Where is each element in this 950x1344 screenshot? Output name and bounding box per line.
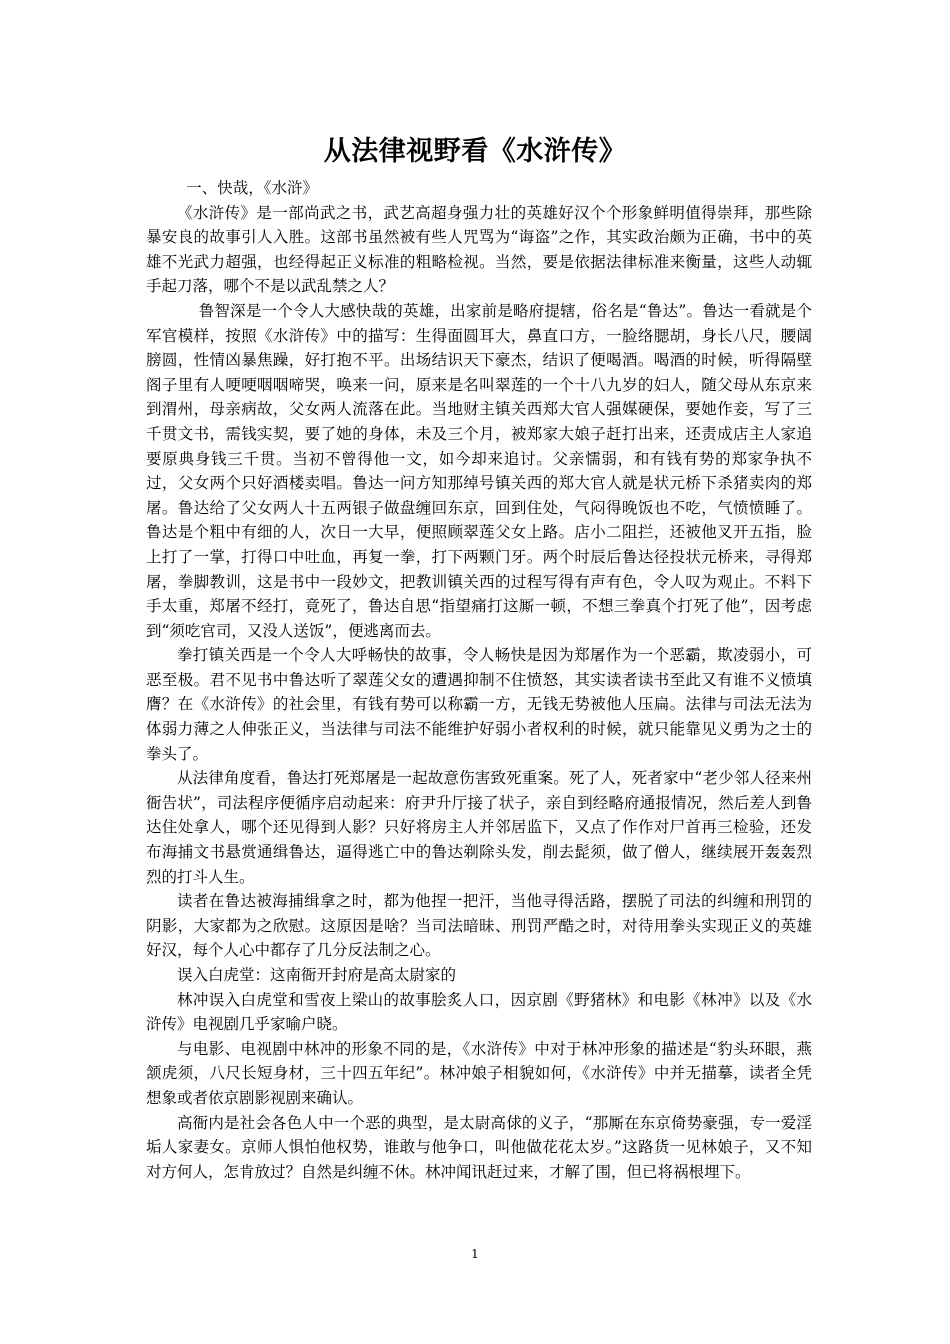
paragraph: 《水浒传》是一部尚武之书，武艺高超身强力壮的英雄好汉个个形象鲜明值得崇拜，那些除暴安良的故事引人入胜。这部书虽然被有些人咒骂为“诲盗”之作，其实政治颇为正确，书中的英雄不光武力超强，也经得起正义标准的粗略检视。当然，要是依据法律标准来衡量，这些人动辄手起刀落，哪个不是以武乱禁之人？ (146, 203, 812, 296)
document-body (146, 176, 812, 1184)
paragraph: 与电影、电视剧中林冲的形象不同的是，《水浒传》中对于林冲形象的描述是“豹头环眼，燕颔虎须，八尺长短身材，三十四五年纪”。林冲娘子相貌如何，《水浒传》中并无描摹，读者全凭想象或者依京剧影视剧来确认。 (146, 1039, 812, 1107)
paragraph: 高衙内是社会各色人中一个恶的典型，是太尉高俅的义子，“那厮在东京倚势豪强，专一爱淫垢人家妻女。京师人惧怕他权势，谁敢与他争口，叫他做花花太岁。”这路货一见林娘子，又不知对方何人，怎肯放过？自然是纠缠不休。林冲闻讯赶过来，才解了围，但已将祸根埋下。 (146, 1113, 812, 1181)
page-number: 1 (471, 1247, 479, 1261)
paragraph: 拳打镇关西是一个令人大呼畅快的故事，令人畅快是因为郑屠作为一个恶霸，欺凌弱小，可恶至极。君不见书中鲁达听了翠莲父女的遭遇抑制不住愤怒，其实读者读书至此又有谁不义愤填膺？在《水浒传》的社会里，有钱有势可以称霸一方，无钱无势被他人压扁。法律与司法无法为体弱力薄之人伸张正义，当法律与司法不能维护好弱小者权利的时候，就只能靠见义勇为之士的拳头了。 (146, 646, 812, 763)
section-heading: 误入白虎堂：这南衙开封府是高太尉家的 (177, 966, 457, 984)
paragraph: 读者在鲁达被海捕缉拿之时，都为他捏一把汗，当他寻得活路，摆脱了司法的纠缠和刑罚的阴影，大家都为之欣慰。这原因是啥？当司法暗昧、刑罚严酷之时，对待用拳头实现正义的英雄好汉，每个人心中都存了几分反法制之心。 (146, 892, 812, 960)
paragraph: 从法律角度看，鲁达打死郑屠是一起故意伤害致死重案。死了人，死者家中“老少邻人径来州衙告状”，司法程序便循序启动起来：府尹升厅接了状子，亲自到经略府通报情况，然后差人到鲁达住处拿人，哪个还见得到人影？只好将房主人并邻居监下，又点了作作对尸首再三检验，还发布海捕文书悬赏通缉鲁达，逼得逃亡中的鲁达剃除头发，削去髭须，做了僧人，继续展开轰轰烈烈的打斗人生。 (146, 769, 812, 886)
document-title: 从法律视野看《水浒传》 (323, 136, 627, 167)
paragraph: 鲁智深是一个令人大感快哉的英雄，出家前是略府提辖，俗名是“鲁达”。鲁达一看就是个军官模样，按照《水浒传》中的描写：生得面圆耳大，鼻直口方，一脸络腮胡，身长八尺，腰阔膀圆，性情凶暴焦躁，好打抱不平。出场结识天下豪杰，结识了便喝酒。喝酒的时候，听得隔壁阁子里有人哽哽咽咽啼哭，唤来一问，原来是名叫翠莲的一个十八九岁的妇人，随父母从东京来到渭州，母亲病故，父女两人流落在此。当地财主镇关西郑大官人强媒硬保，要她作妾，写了三千贯文书，需钱实契，要了她的身体，未及三个月，被郑家大娘子赶打出来，还责成店主人家追要原典身钱三千贯。当初不曾得他一文，如今却来追讨。父亲懦弱，和有钱有势的郑家争执不过，父女两个只好酒楼卖唱。鲁达一问方知那绰号镇关西的郑大官人就是状元桥下杀猪卖肉的郑屠。鲁达给了父女两人十五两银子做盘缠回东京，回到住处，气闷得晚饭也不吃，气愤愤睡了。鲁达是个粗中有细的人，次日一大早，便照顾翠莲父女上路。店小二阻拦，还被他叉开五指，脸上打了一掌，打得口中吐血，再复一拳，打下两颗门牙。两个时辰后鲁达径投状元桥来，寻得郑屠，拳脚教训，这是书中一段妙文，把教训镇关西的过程写得有声有色，令人叹为观止。不料下手太重，郑屠不经打，竟死了，鲁达自思“指望痛打这厮一顿，不想三拳真个打死了他”，因考虑到“须吃官司，又没人送饭”，便逃离而去。 (146, 301, 812, 640)
section-heading: 一、快哉，《水浒》 (186, 179, 319, 197)
paragraph: 林冲误入白虎堂和雪夜上梁山的故事脍炙人口，因京剧《野猪林》和电影《林冲》以及《水浒传》电视剧几乎家喻户晓。 (146, 990, 812, 1034)
